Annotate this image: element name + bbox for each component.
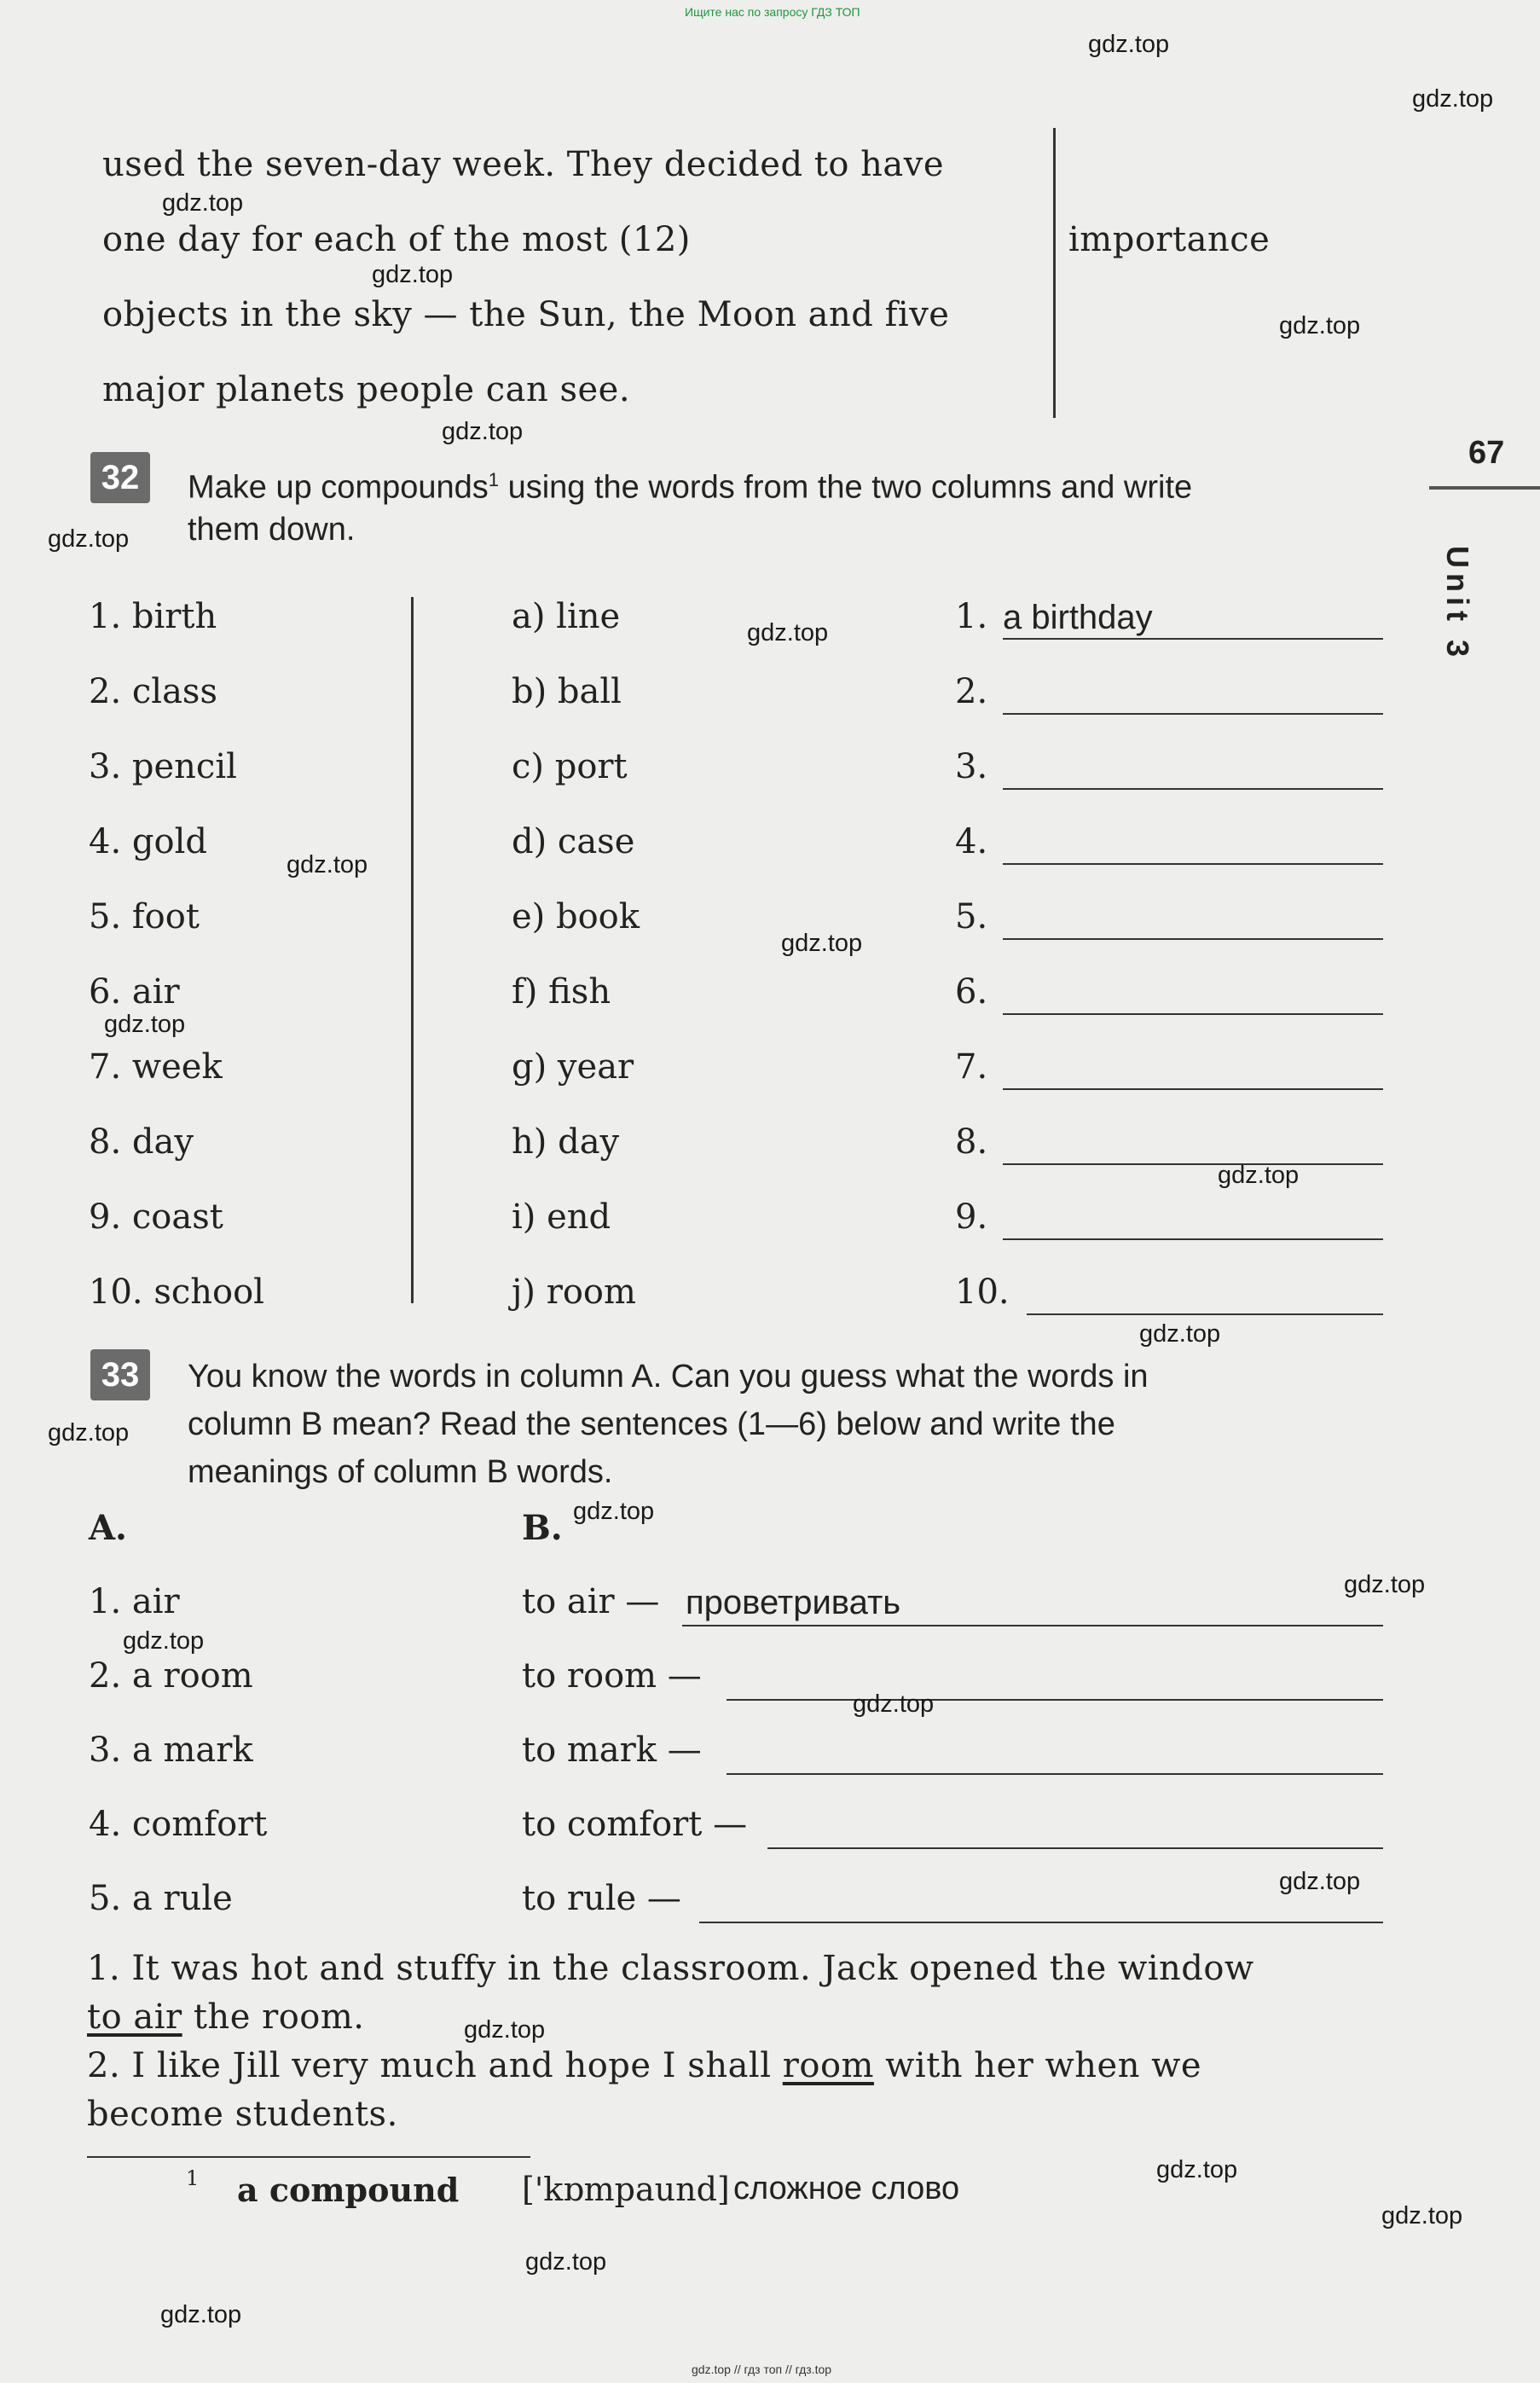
ex32-left-item: 6. air [89, 972, 180, 1012]
watermark: gdz.top [160, 2301, 242, 2328]
ex32-answer-number: 2. [955, 672, 988, 711]
ex32-answer-number: 6. [955, 972, 988, 1012]
watermark: gdz.top [781, 930, 863, 957]
watermark: gdz.top [48, 1419, 130, 1447]
watermark: gdz.top [287, 851, 368, 878]
ex32-answer-blank[interactable] [1003, 788, 1383, 790]
ex32-right-item: h) day [512, 1122, 620, 1162]
passage-line-1: used the seven-day week. They decided to have [102, 145, 945, 184]
watermark: gdz.top [1344, 1571, 1426, 1598]
watermark: gdz.top [1156, 2156, 1238, 2183]
passage-line-2: one day for each of the most (12) [102, 220, 691, 259]
ex32-right-item: g) year [512, 1047, 634, 1087]
exercise-32-instruction-2: them down. [188, 512, 356, 548]
ex33-answer-blank[interactable] [767, 1847, 1383, 1849]
watermark: gdz.top [1381, 2202, 1463, 2229]
ex32-left-item: 3. pencil [89, 747, 237, 786]
ex33-column-a-item: 3. a mark [89, 1731, 253, 1770]
ex32-left-item: 4. gold [89, 822, 207, 861]
watermark: gdz.top [1088, 31, 1170, 58]
ex32-right-item: j) room [512, 1273, 636, 1312]
footnote-mark: 1 [186, 2166, 200, 2190]
passage-line-4: major planets people can see. [102, 370, 631, 409]
ex32-answer-blank[interactable] [1003, 863, 1383, 865]
footnote-translation: сложное слово [733, 2171, 960, 2206]
ex32-filled-answer: a birthday [1003, 599, 1153, 636]
ex32-left-item: 1. birth [89, 597, 217, 636]
ex33-column-b-item: to mark — [522, 1731, 702, 1770]
watermark: gdz.top [573, 1498, 655, 1525]
ex33-column-b-item: to rule — [522, 1879, 681, 1918]
ex32-column-divider [411, 597, 414, 1303]
exercise-33-badge: 33 [90, 1349, 150, 1400]
exercise-33-instruction-3: meanings of column B words. [188, 1454, 613, 1490]
watermark: gdz.top [1279, 312, 1361, 339]
watermark: gdz.top [1218, 1162, 1300, 1189]
ex32-right-item: i) end [512, 1197, 611, 1237]
footnote-transcription: ['kɒmpaund] [522, 2171, 730, 2208]
bottom-banner: gdz.top // гдз топ // гдз.top [692, 2363, 832, 2376]
ex33-column-a-item: 2. a room [89, 1656, 253, 1696]
sentence-1-line-1: 1. It was hot and stuffy in the classroom. Jack opened the window [87, 1949, 1254, 1988]
ex32-answer-number: 9. [955, 1197, 988, 1237]
ex32-left-item: 8. day [89, 1122, 194, 1162]
ex32-answer-blank[interactable] [1003, 1238, 1383, 1240]
unit-label: Unit 3 [1440, 546, 1475, 663]
watermark: gdz.top [1412, 85, 1494, 113]
column-a-header: A. [89, 1508, 127, 1548]
ex32-answer-number: 10. [955, 1273, 1010, 1312]
passage-side-word: importance [1068, 220, 1271, 259]
ex32-right-item: d) case [512, 822, 635, 861]
watermark: gdz.top [747, 619, 829, 646]
exercise-32-instruction: Make up compounds$^1$ using the words from the two columns and write [188, 469, 1193, 506]
ex33-column-b-item: to air — [522, 1582, 660, 1621]
watermark: gdz.top [525, 2248, 607, 2276]
ex33-column-a-item: 5. a rule [89, 1879, 233, 1918]
sentence-1-line-2: to air the room. [87, 1997, 365, 2037]
ex32-answer-blank[interactable] [1027, 1313, 1383, 1315]
sentence-2-line-1: 2. I like Jill very much and hope I shall room with her when we [87, 2046, 1202, 2085]
watermark: gdz.top [853, 1690, 935, 1718]
ex32-answer-blank[interactable] [1003, 938, 1383, 940]
exercise-32-badge: 32 [90, 452, 150, 503]
ex32-answer-number: 3. [955, 747, 988, 786]
ex33-answer-blank[interactable] [682, 1625, 1383, 1626]
passage-line-3: objects in the sky — the Sun, the Moon and five [102, 295, 950, 334]
exercise-33-instruction-2: column B mean? Read the sentences (1—6) below and write the [188, 1406, 1115, 1442]
watermark: gdz.top [1139, 1320, 1221, 1348]
ex33-answer-blank[interactable] [727, 1773, 1383, 1775]
column-b-header: B. [522, 1508, 563, 1548]
ex32-left-item: 2. class [89, 672, 217, 711]
watermark: gdz.top [464, 2016, 546, 2044]
ex32-right-item: b) ball [512, 672, 622, 711]
watermark: gdz.top [442, 418, 524, 445]
ex32-answer-number: 4. [955, 822, 988, 861]
ex32-left-item: 9. coast [89, 1197, 223, 1237]
passage-divider [1053, 128, 1056, 418]
ex32-answer-blank[interactable] [1003, 1088, 1383, 1090]
ex33-column-b-item: to comfort — [522, 1805, 748, 1844]
ex33-filled-answer: проветривать [686, 1584, 901, 1621]
ex33-column-a-item: 4. comfort [89, 1805, 268, 1844]
ex32-answer-blank[interactable] [1003, 1013, 1383, 1015]
ex32-answer-number: 5. [955, 897, 988, 936]
ex32-left-item: 10. school [89, 1273, 264, 1312]
watermark: gdz.top [104, 1011, 186, 1038]
footnote-rule [87, 2156, 530, 2158]
watermark: gdz.top [162, 189, 244, 217]
page-number: 67 [1468, 435, 1505, 471]
ex33-column-b-item: to room — [522, 1656, 702, 1696]
ex32-answer-blank[interactable] [1003, 713, 1383, 715]
ex32-right-item: a) line [512, 597, 621, 636]
ex32-right-item: f) fish [512, 972, 611, 1012]
ex32-answer-blank[interactable] [1003, 638, 1383, 640]
ex32-answer-number: 1. [955, 597, 988, 636]
watermark: gdz.top [372, 261, 454, 288]
top-banner: Ищите нас по запросу ГДЗ ТОП [685, 5, 860, 19]
ex33-answer-blank[interactable] [727, 1699, 1383, 1701]
unit-tab-rule [1429, 486, 1540, 490]
watermark: gdz.top [48, 525, 130, 553]
ex32-answer-number: 8. [955, 1122, 988, 1162]
ex32-right-item: c) port [512, 747, 628, 786]
watermark: gdz.top [123, 1627, 205, 1655]
ex32-left-item: 5. foot [89, 897, 200, 936]
footnote-word: a compound [237, 2171, 460, 2209]
ex32-right-item: e) book [512, 897, 640, 936]
exercise-33-instruction-1: You know the words in column A. Can you guess what the words in [188, 1359, 1149, 1394]
ex32-answer-number: 7. [955, 1047, 988, 1087]
ex33-column-a-item: 1. air [89, 1582, 180, 1621]
sentence-2-line-2: become students. [87, 2095, 398, 2134]
ex32-left-item: 7. week [89, 1047, 223, 1087]
ex33-answer-blank[interactable] [699, 1922, 1383, 1923]
watermark: gdz.top [1279, 1868, 1361, 1895]
ex32-answer-blank[interactable] [1003, 1163, 1383, 1165]
